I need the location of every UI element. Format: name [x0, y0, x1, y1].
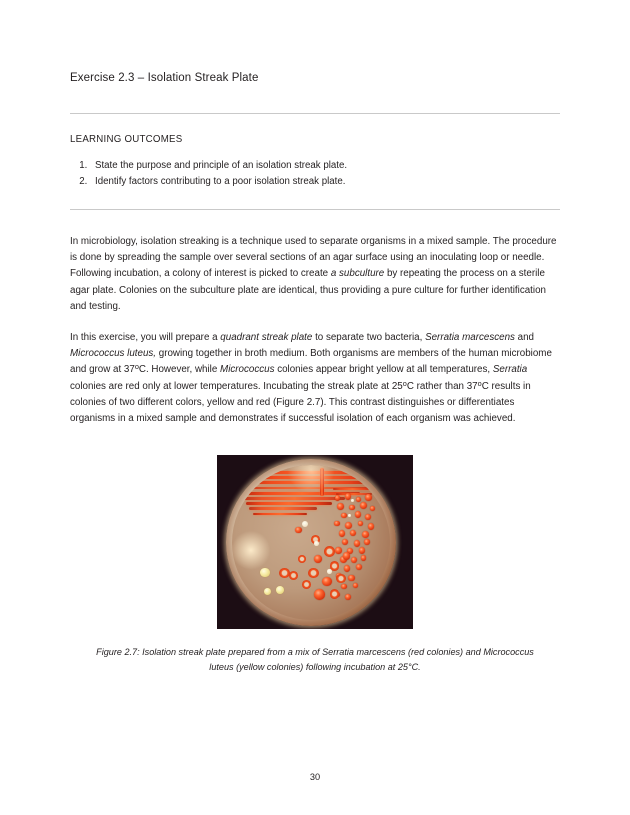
text-run: and — [514, 332, 534, 344]
body-paragraph-1 — [70, 234, 560, 315]
page-title: Exercise 2.3 – Isolation Streak Plate — [70, 72, 259, 84]
figure-caption — [89, 645, 541, 674]
agar-surface — [232, 465, 390, 620]
text-run: colonies are red only at lower temperatures. Incubating the streak plate at 25 — [70, 380, 403, 392]
emphasis-quadrant-streak-plate: quadrant streak plate — [220, 332, 313, 344]
caption-line-1: Figure 2.7: Isolation streak plate prepared from a mix of Serratia marcescens (red colonies) — [96, 647, 464, 658]
page-content — [70, 0, 560, 674]
caption-line-2: and Micrococcus luteus (yellow colonies) following incubation at 25°C. — [209, 647, 534, 672]
text-run: C results in colonies of two different colors, yellow and red (Figure 2.7). This contrast distinguishes or differentiates organisms in a mixed sample and demonstrates if successful isolation of each organism was achieved. — [70, 380, 531, 425]
degree-symbol: o — [402, 378, 407, 388]
emphasis-serratia-marcescens: Serratia marcescens — [425, 332, 515, 344]
text-run: C rather than 37 — [406, 380, 478, 392]
petri-dish — [226, 459, 396, 626]
body-paragraph-2 — [70, 330, 560, 427]
emphasis-micrococcus: Micrococcus — [220, 364, 275, 376]
learning-outcomes-list — [70, 158, 560, 189]
text-run: growing together in broth medium. Both organisms are members of the human microbiome and grow at 37 — [70, 348, 552, 376]
learning-outcomes-heading: LEARNING OUTCOMES — [70, 134, 183, 145]
degree-symbol: o — [477, 378, 482, 388]
text-run: colonies appear bright yellow at all temperatures, — [274, 364, 493, 376]
text-run: In this exercise, you will prepare a — [70, 332, 221, 344]
emphasis-micrococcus-luteus: Micrococcus luteus, — [70, 348, 157, 360]
figure-container — [70, 455, 560, 629]
divider-top — [70, 113, 560, 114]
divider-mid — [70, 209, 560, 210]
text-run: to separate two bacteria, — [312, 332, 426, 344]
emphasis-subculture: a subculture — [330, 268, 385, 280]
list-item: 1. State the purpose and principle of an isolation streak plate. — [90, 158, 560, 174]
text-run: In microbiology, isolation streaking is a technique used to separate organisms in a mixed sample. The procedure is done by spreading the sample over several sections of an agar surface using an inoculating loop or needle. Following incubation, a colony of interest is picked to create — [70, 236, 557, 280]
emphasis-serratia: Serratia — [492, 364, 528, 376]
list-item: 2. Identify factors contributing to a poor isolation streak plate. — [90, 174, 560, 190]
petri-dish-photo — [217, 455, 413, 629]
degree-symbol: o — [134, 362, 139, 372]
text-run: C. However, while — [138, 364, 221, 376]
page-number: 30 — [309, 772, 321, 782]
text-run: by repeating the process on a sterile agar plate. Colonies on the subculture plate are identical, thus providing a pure culture for further identification and testing. — [70, 268, 546, 312]
